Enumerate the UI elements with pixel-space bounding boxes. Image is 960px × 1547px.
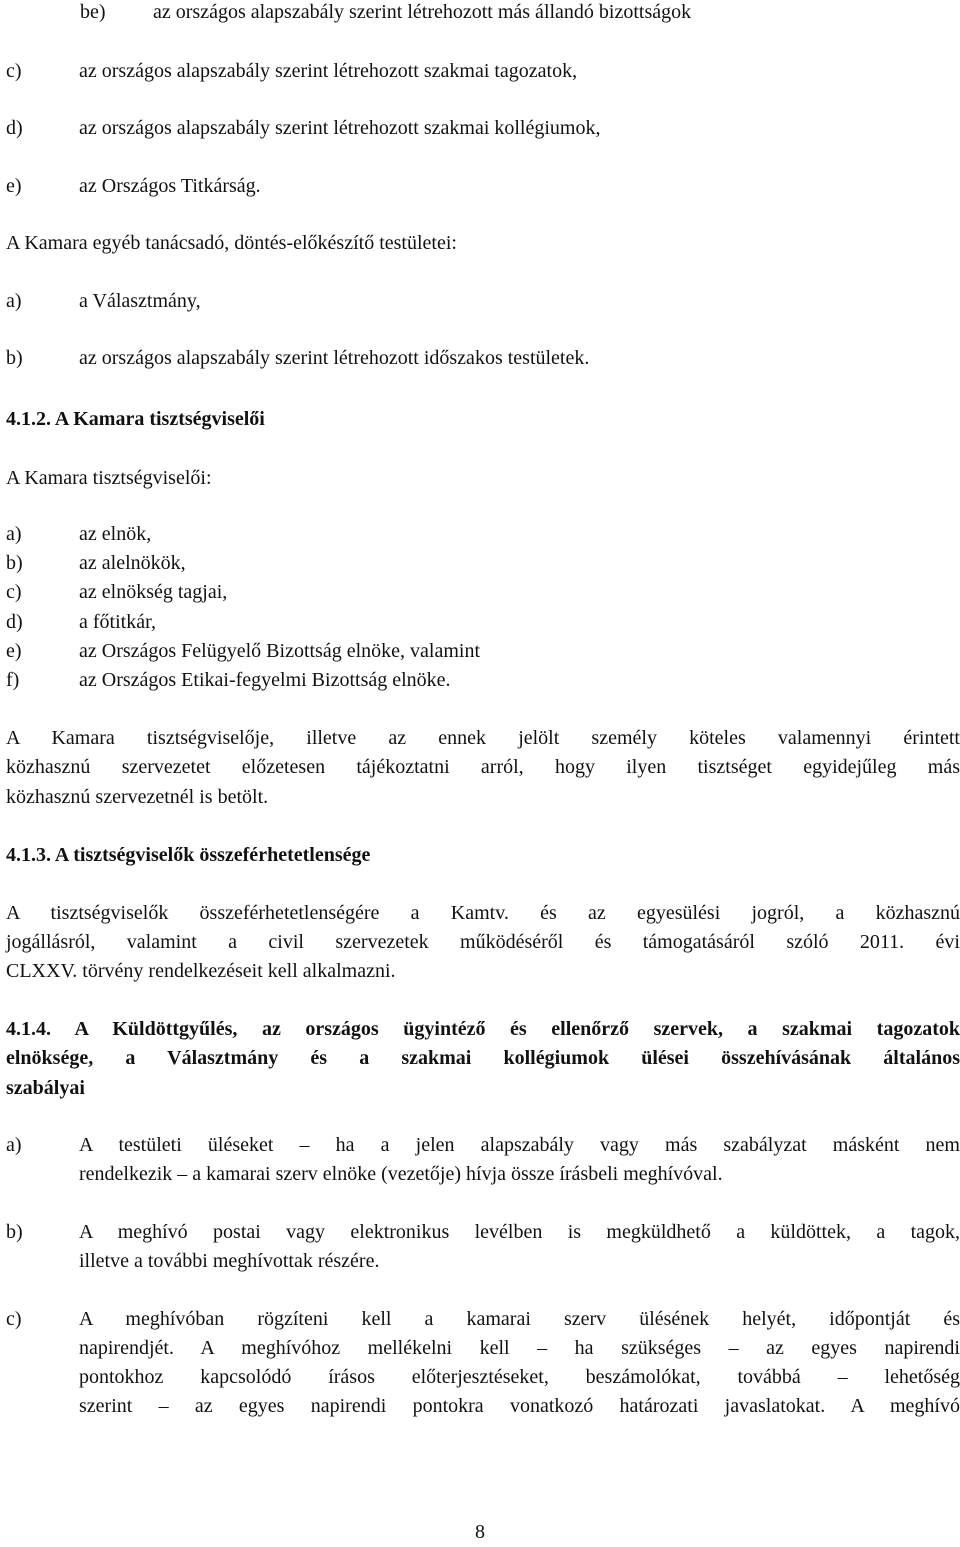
rule-label: a) xyxy=(6,1134,22,1156)
list-text: az országos alapszabály szerint létrehozott időszakos testületek. xyxy=(79,347,590,369)
list-text: az elnökség tagjai, xyxy=(79,581,228,603)
paragraph-line: A tisztségviselők összeférhetetlenségére a Kamtv. és az egyesülési jogról, a közhasznú xyxy=(6,902,960,924)
list-text: az országos alapszabály szerint létrehozott szakmai kollégiumok, xyxy=(79,117,601,139)
list-text: az országos alapszabály szerint létrehozott más állandó bizottságok xyxy=(153,1,692,23)
list-text: az Országos Etikai-fegyelmi Bizottság elnöke. xyxy=(79,669,451,691)
page-number: 8 xyxy=(475,1521,485,1543)
officer-item xyxy=(6,608,960,637)
list-label: c) xyxy=(6,581,22,603)
rule-text-line: A meghívóban rögzíteni kell a kamarai szerv ülésének helyét, időpontját és xyxy=(79,1308,960,1330)
officer-item xyxy=(6,578,960,607)
section-heading-412: 4.1.2. A Kamara tisztségviselői xyxy=(6,408,265,430)
officer-item xyxy=(6,637,960,666)
list-label: e) xyxy=(6,640,22,662)
list-label: d) xyxy=(6,117,23,139)
rule-text-line: napirendjét. A meghívóhoz mellékelni kell – ha szükséges – az egyes napirendi xyxy=(79,1337,960,1359)
rule-label: c) xyxy=(6,1308,22,1330)
list-label: b) xyxy=(6,347,23,369)
list-item-d xyxy=(6,114,960,143)
list-text: az országos alapszabály szerint létrehozott szakmai tagozatok, xyxy=(79,60,578,82)
rule-text-line: pontokhoz kapcsolódó írásos előterjesztéseket, beszámolókat, továbbá – lehetőség xyxy=(79,1366,960,1388)
rule-text-line: rendelkezik – a kamarai szerv elnöke (vezetője) hívja össze írásbeli meghívóval. xyxy=(79,1163,723,1185)
paragraph-line: közhasznú szervezetnél is betölt. xyxy=(6,786,269,808)
section-heading-414-cont: elnöksége, a Választmány és a szakmai kollégiumok ülései összehívásának általános xyxy=(6,1047,960,1069)
list-label: d) xyxy=(6,611,23,633)
list-label: b) xyxy=(6,552,23,574)
list-text: a főtitkár, xyxy=(79,611,156,633)
list-label: c) xyxy=(6,60,22,82)
rule-text-line: szerint – az egyes napirendi pontokra vonatkozó határozati javaslatokat. A meghívó xyxy=(79,1395,960,1417)
list-text: az elnök, xyxy=(79,523,152,545)
list-label: e) xyxy=(6,175,22,197)
paragraph-line: CLXXV. törvény rendelkezéseit kell alkalmazni. xyxy=(6,960,396,982)
list-text: a Választmány, xyxy=(79,290,201,312)
list-item-be xyxy=(6,0,960,27)
officer-item xyxy=(6,549,960,578)
rule-text-line: A testületi üléseket – ha a jelen alapszabály vagy más szabályzat másként nem xyxy=(79,1134,960,1156)
rule-label: b) xyxy=(6,1221,23,1243)
list-item-a xyxy=(6,287,960,316)
intro-line: A Kamara egyéb tanácsadó, döntés-előkészítő testületei: xyxy=(6,232,457,254)
section-heading-414: 4.1.4. A Küldöttgyűlés, az országos ügyintéző és ellenőrző szervek, a szakmai tagozatok xyxy=(6,1018,960,1040)
officer-item xyxy=(6,666,960,695)
list-item-c xyxy=(6,57,960,86)
rule-text-line: illetve a további meghívottak részére. xyxy=(79,1250,380,1272)
list-item-b xyxy=(6,344,960,373)
paragraph-line: közhasznú szervezetet előzetesen tájékoztatni arról, hogy ilyen tisztséget egyidejűleg más xyxy=(6,756,960,778)
paragraph-line: jogállásról, valamint a civil szervezetek működéséről és támogatásáról szóló 2011. évi xyxy=(6,931,960,953)
section-412-intro: A Kamara tisztségviselői: xyxy=(6,467,212,489)
section-heading-413: 4.1.3. A tisztségviselők összeférhetetlensége xyxy=(6,844,371,866)
list-label: be) xyxy=(80,1,106,23)
rule-text-line: A meghívó postai vagy elektronikus levélben is megküldhető a küldöttek, a tagok, xyxy=(79,1221,960,1243)
list-item-e xyxy=(6,172,960,201)
paragraph-line: A Kamara tisztségviselője, illetve az ennek jelölt személy köteles valamennyi érintett xyxy=(6,727,960,749)
list-text: az Országos Titkárság. xyxy=(79,175,261,197)
officer-item xyxy=(6,520,960,549)
list-label: f) xyxy=(6,669,20,691)
list-text: az alelnökök, xyxy=(79,552,186,574)
section-heading-414-cont: szabályai xyxy=(6,1077,85,1099)
list-label: a) xyxy=(6,290,22,312)
list-text: az Országos Felügyelő Bizottság elnöke, valamint xyxy=(79,640,481,662)
list-label: a) xyxy=(6,523,22,545)
